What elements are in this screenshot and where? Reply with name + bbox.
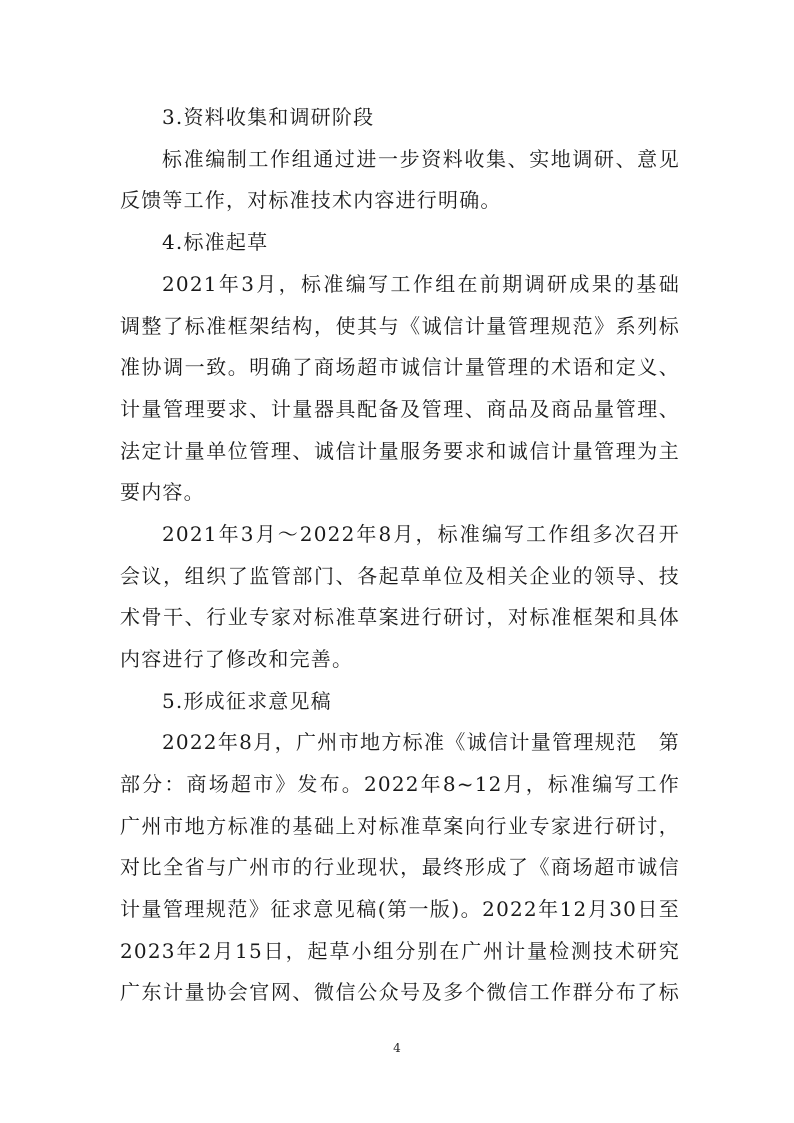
section-heading: 4.标准起草 [162, 230, 269, 254]
paragraph-line: 2022年8月，广州市地方标准《诚信计量管理规范 第 [162, 730, 680, 754]
paragraph-line: 内容进行了修改和完善。 [120, 647, 354, 671]
paragraph-line: 要内容。 [120, 480, 205, 504]
paragraph-line: 2021年3月，标准编写工作组在前期调研成果的基础 [162, 272, 680, 296]
section-heading: 5.形成征求意见稿 [162, 689, 332, 713]
paragraph-line: 部分：商场超市》发布。2022年8~12月，标准编写工作 [120, 772, 680, 796]
paragraph-line: 反馈等工作，对标准技术内容进行明确。 [120, 188, 502, 212]
paragraph-line: 广东计量协会官网、微信公众号及多个微信工作群分布了标 [120, 980, 680, 1004]
paragraph-line: 会议，组织了监管部门、各起草单位及相关企业的领导、技 [120, 564, 680, 588]
paragraph-line: 标准编制工作组通过进一步资料收集、实地调研、意见 [162, 147, 680, 171]
paragraph-line: 准协调一致。明确了商场超市诚信计量管理的术语和定义、 [120, 355, 680, 379]
paragraph-line: 术骨干、行业专家对标准草案进行研讨，对标准框架和具体 [120, 605, 680, 629]
paragraph-line: 计量管理要求、计量器具配备及管理、商品及商品量管理、 [120, 397, 680, 421]
paragraph-line: 对比全省与广州市的行业现状，最终形成了《商场超市诚信 [120, 855, 680, 879]
paragraph-line: 法定计量单位管理、诚信计量服务要求和诚信计量管理为主 [120, 439, 680, 463]
paragraph-line: 调整了标准框架结构，使其与《诚信计量管理规范》系列标 [120, 314, 680, 338]
paragraph-line: 2021年3月～2022年8月，标准编写工作组多次召开 [162, 522, 680, 546]
section-heading: 3.资料收集和调研阶段 [162, 105, 375, 129]
paragraph-line: 广州市地方标准的基础上对标准草案向行业专家进行研讨， [120, 814, 680, 838]
paragraph-line: 计量管理规范》征求意见稿(第一版)。2022年12月30日至 [120, 897, 680, 921]
paragraph-line: 2023年2月15日，起草小组分别在广州计量检测技术研究 [120, 939, 680, 963]
page-number: 4 [393, 1041, 401, 1055]
